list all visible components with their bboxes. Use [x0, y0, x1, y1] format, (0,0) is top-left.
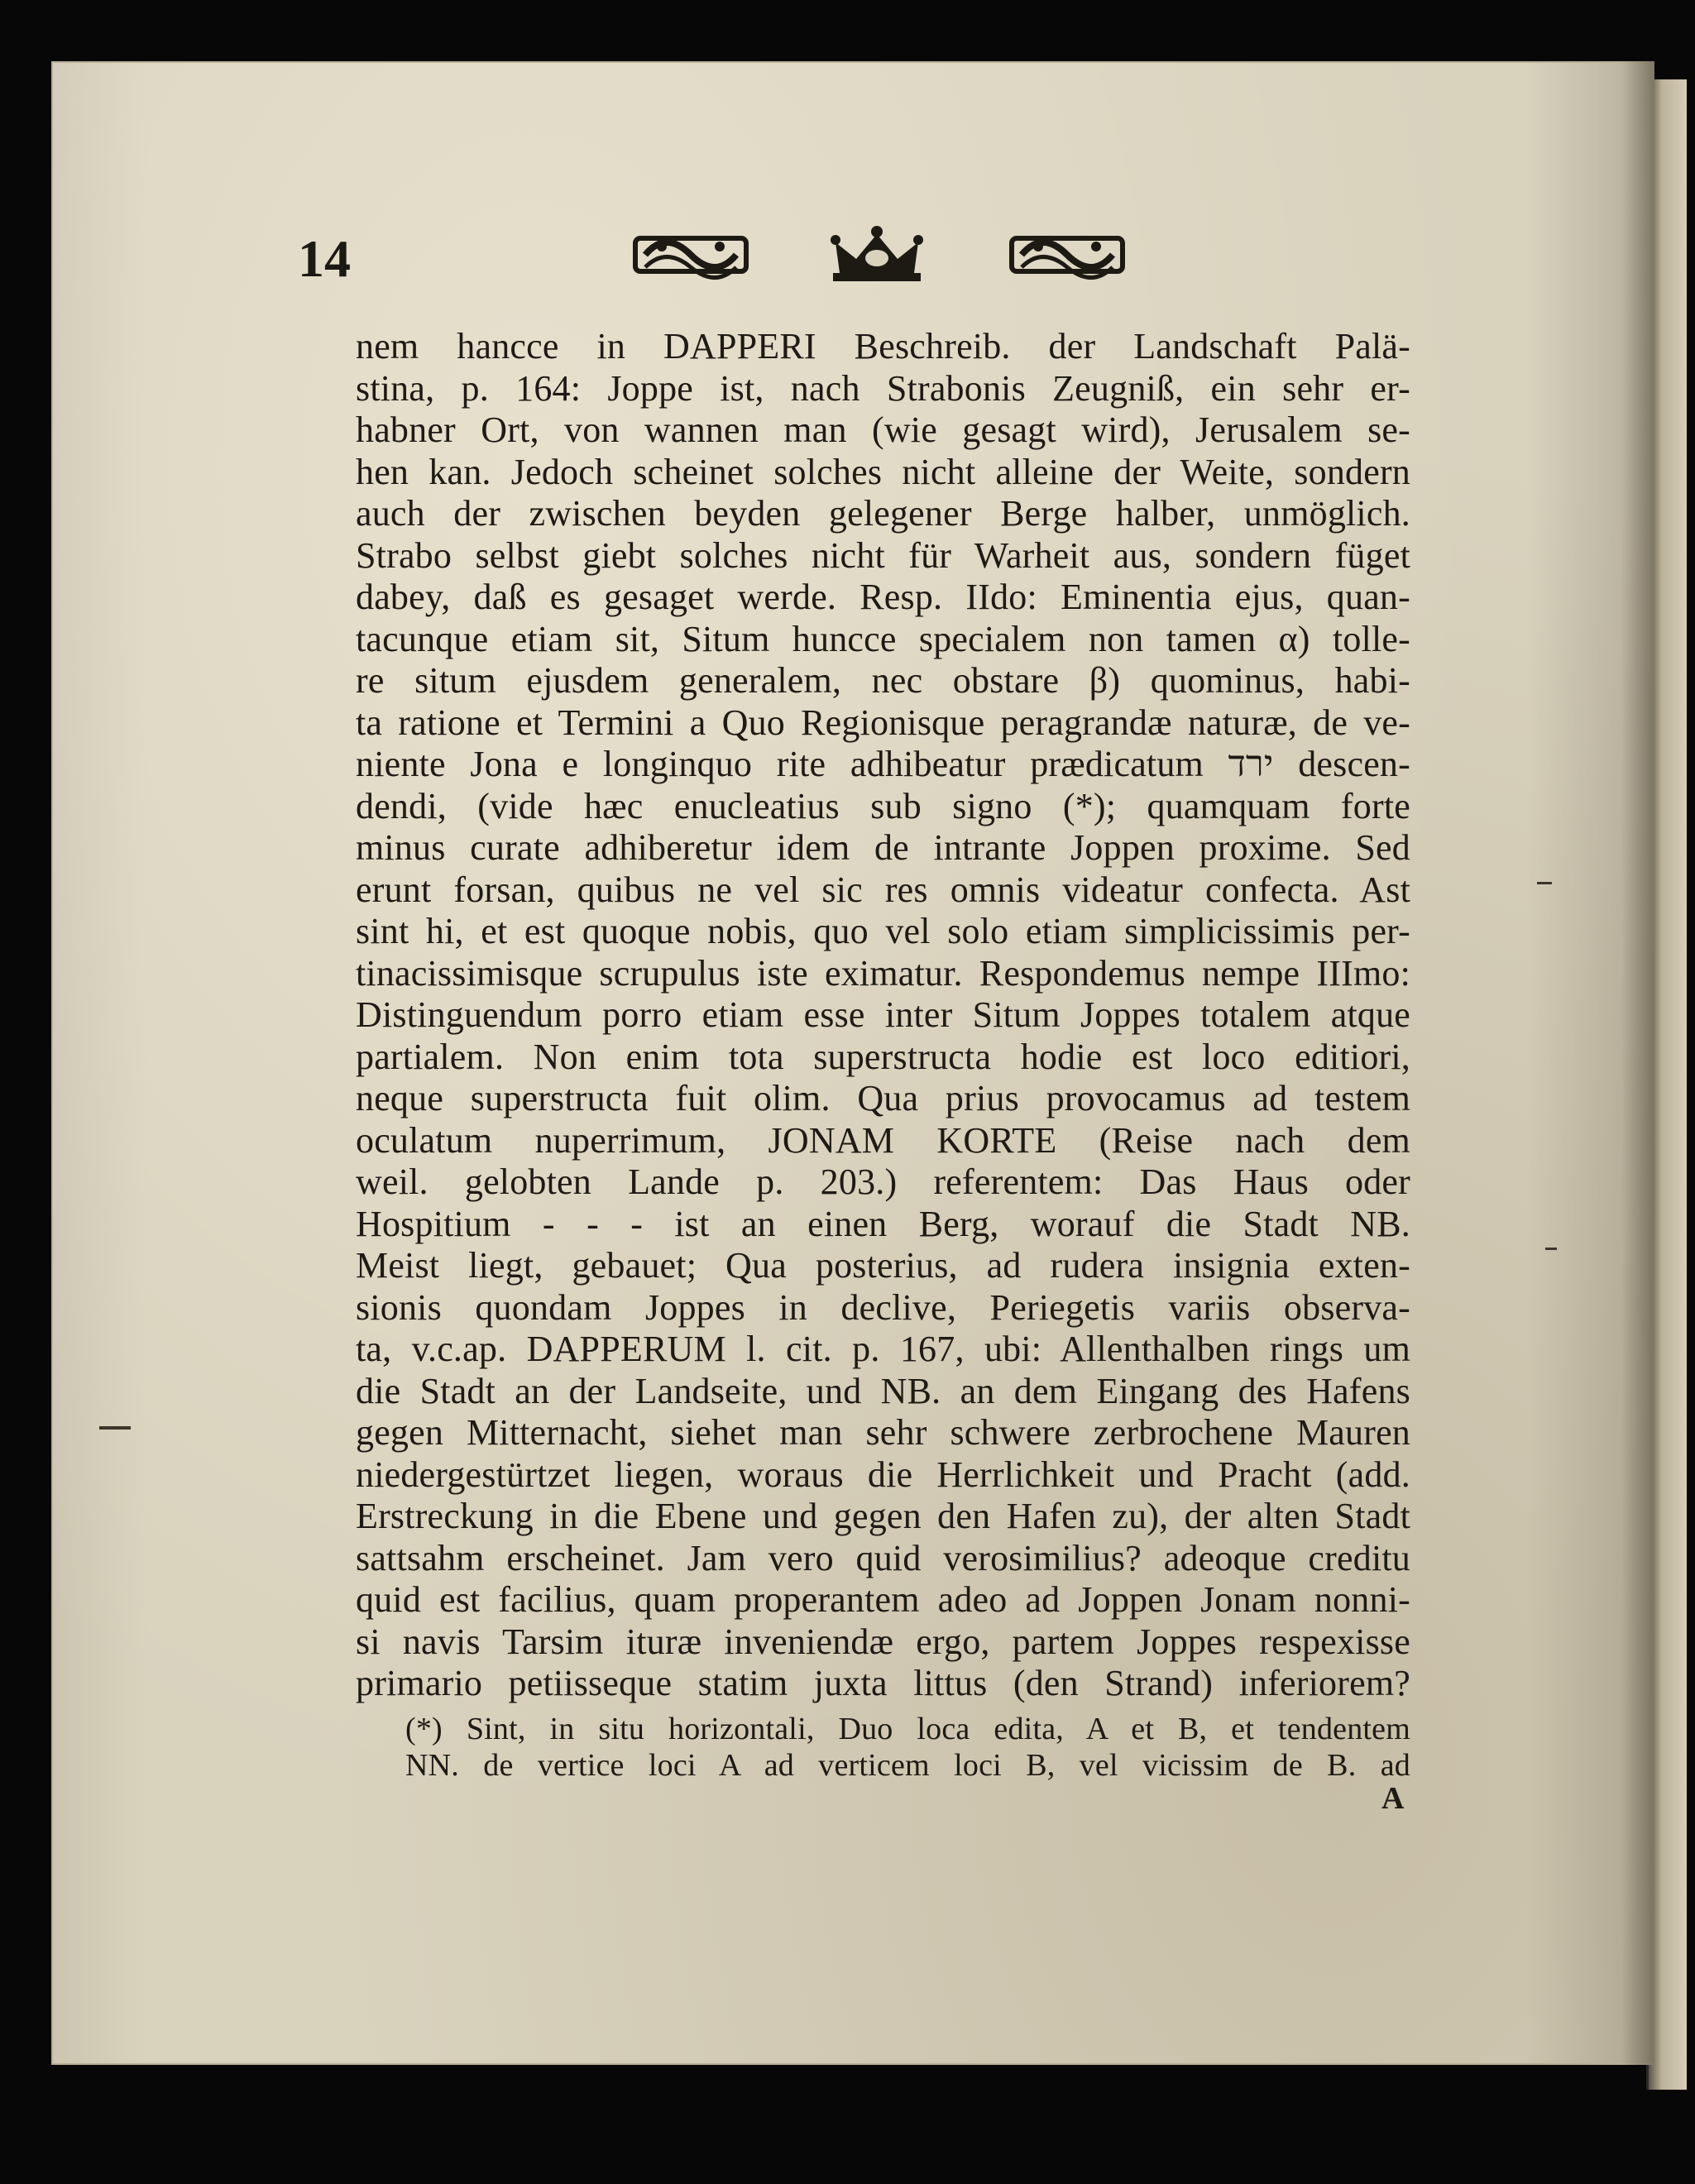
footnote-line: (*) Sint, in situ horizontali, Duo loca edita, A et B, et tendentem	[405, 1712, 1410, 1746]
text-line: neque superstructa fuit olim. Qua prius provocamus ad testem	[356, 1078, 1410, 1118]
text-line: Meist liegt, gebauet; Qua posterius, ad rudera insignia exten-	[356, 1245, 1410, 1286]
crown-ornament-icon	[815, 222, 939, 288]
text-line: partialem. Non enim tota superstructa hodie est loco editiori,	[356, 1036, 1410, 1077]
text-line: tinacissimisque scrupulus iste eximatur. Respondemus nempe IIImo:	[356, 952, 1410, 994]
catchword: A	[1381, 1781, 1405, 1816]
text-line: dabey, daß es gesaget werde. Resp. IIdo: Eminentia ejus, quan-	[356, 577, 1410, 617]
text-line: Distinguendum porro etiam esse inter Situm Joppes totalem atque	[356, 994, 1410, 1035]
page-number: 14	[298, 229, 351, 288]
margin-mark	[1537, 882, 1552, 884]
text-line: stina, p. 164: Joppe ist, nach Strabonis Zeugniß, ein sehr er-	[356, 367, 1410, 409]
text-line: nem hancce in DAPPERI Beschreib. der Landschaft Palä-	[356, 326, 1410, 366]
text-line: primario petiisseque statim juxta littus (den Strand) inferiorem?	[356, 1663, 1410, 1703]
page-shadow	[1621, 61, 1654, 2065]
text-line: si navis Tarsim ituræ inveniendæ ergo, partem Joppes respexisse	[356, 1621, 1410, 1662]
margin-mark	[99, 1426, 131, 1430]
footnote	[405, 1711, 1410, 1784]
ornament-left-icon	[629, 222, 753, 288]
text-line: weil. gelobten Lande p. 203.) referentem: Das Haus oder	[356, 1161, 1410, 1202]
text-line: die Stadt an der Landseite, und NB. an dem Eingang des Hafens	[356, 1370, 1410, 1411]
footnote-line: NN. de vertice loci A ad verticem loci B, vel vicissim de B. ad	[405, 1748, 1410, 1783]
text-line: sint hi, et est quoque nobis, quo vel solo etiam simplicissimis per-	[356, 911, 1410, 951]
text-line: ta, v.c.ap. DAPPERUM l. cit. p. 167, ubi: Allenthalben rings um	[356, 1329, 1410, 1369]
text-line: hen kan. Jedoch scheinet solches nicht alleine der Weite, sondern	[356, 451, 1410, 492]
page-header	[298, 222, 1423, 313]
ornament-right-icon	[1005, 222, 1129, 288]
text-line: ta ratione et Termini a Quo Regionisque peragrandæ naturæ, de ve-	[356, 702, 1410, 743]
text-line: minus curate adhiberetur idem de intrante Joppen proxime. Sed	[356, 827, 1410, 868]
text-line: niente Jona e longinquo rite adhibeatur prædicatum ירד descen-	[356, 744, 1410, 784]
text-line: Erstreckung in die Ebene und gegen den Hafen zu), der alten Stadt	[356, 1496, 1410, 1536]
text-line: tacunque etiam sit, Situm huncce specialem non tamen α) tolle-	[356, 618, 1410, 659]
text-line: niedergestürtzet liegen, woraus die Herrlichkeit und Pracht (add.	[356, 1454, 1410, 1495]
text-line: Hospitium - - - ist an einen Berg, worauf die Stadt NB.	[356, 1203, 1410, 1244]
text-line: Strabo selbst giebt solches nicht für Warheit aus, sondern füget	[356, 534, 1410, 576]
text-line: erunt forsan, quibus ne vel sic res omnis videatur confecta. Ast	[356, 869, 1410, 910]
text-line: habner Ort, von wannen man (wie gesagt wird), Jerusalem se-	[356, 410, 1410, 450]
text-line: dendi, (vide hæc enucleatius sub signo (*); quamquam forte	[356, 785, 1410, 826]
text-line: sattsahm erscheinet. Jam vero quid verosimilius? adeoque creditu	[356, 1537, 1410, 1578]
text-line: gegen Mitternacht, siehet man sehr schwere zerbrochene Mauren	[356, 1412, 1410, 1453]
text-line: sionis quondam Joppes in declive, Periegetis variis observa-	[356, 1286, 1410, 1328]
main-text	[356, 326, 1410, 1705]
text-line: re situm ejusdem generalem, nec obstare β) quominus, habi-	[356, 660, 1410, 701]
text-line: auch der zwischen beyden gelegener Berge halber, unmöglich.	[356, 493, 1410, 534]
text-line: oculatum nuperrimum, JONAM KORTE (Reise nach dem	[356, 1119, 1410, 1161]
text-line: quid est facilius, quam properantem adeo ad Joppen Jonam nonni-	[356, 1579, 1410, 1620]
margin-mark	[1545, 1248, 1557, 1250]
